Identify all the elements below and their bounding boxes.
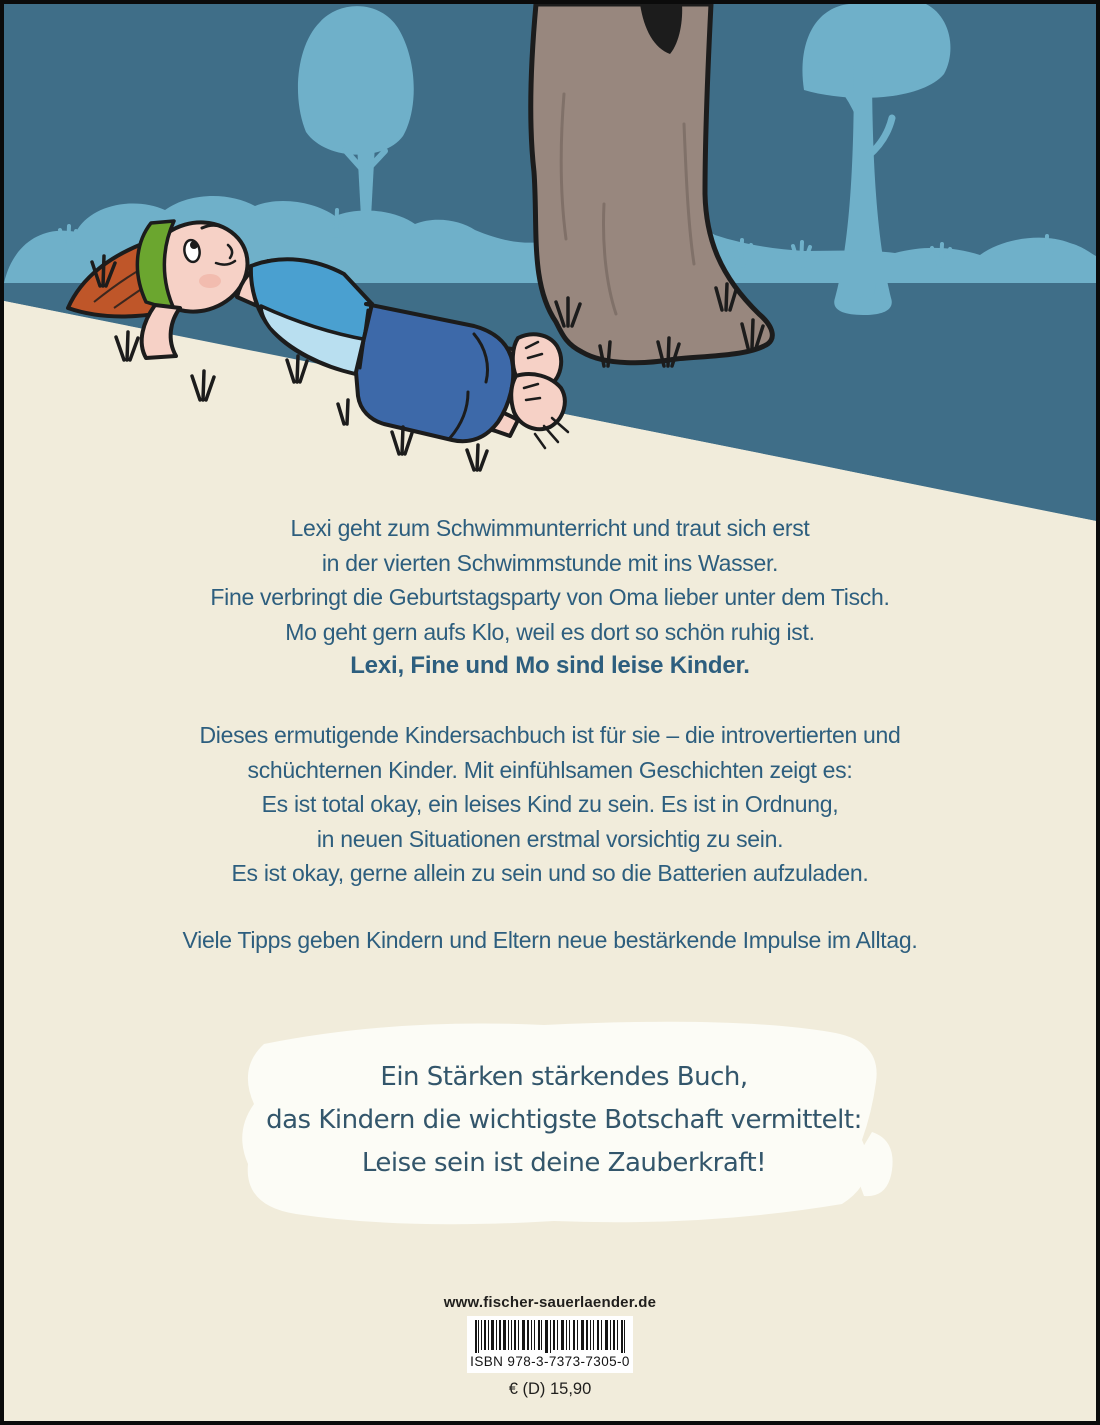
blurb-paragraph-2 bbox=[4, 718, 1096, 891]
highlight-line: Leise sein ist deine Zauberkraft! bbox=[361, 1148, 767, 1178]
blurb-paragraph-1 bbox=[4, 511, 1096, 684]
blurb-line: in neuen Situationen erstmal vorsichtig zu sein. bbox=[316, 825, 784, 852]
blurb-line: schüchternen Kinder. Mit einfühlsamen Geschichten zeigt es: bbox=[247, 756, 853, 783]
highlight-line: Ein Stärken stärkendes Buch, bbox=[380, 1062, 748, 1092]
blurb-bold-line: Lexi, Fine und Mo sind leise Kinder. bbox=[350, 652, 750, 679]
highlight-line: das Kindern die wichtigste Botschaft vermittelt: bbox=[266, 1105, 862, 1135]
illustration bbox=[4, 4, 1096, 564]
isbn-label: ISBN 978-3-7373-7305-0 bbox=[470, 1354, 630, 1369]
blurb-line: Viele Tipps geben Kindern und Eltern neue bestärkende Impulse im Alltag. bbox=[182, 927, 918, 953]
blurb-line: in der vierten Schwimmstunde mit ins Wasser. bbox=[321, 549, 779, 576]
barcode bbox=[467, 1316, 633, 1373]
website-url: www.fischer-sauerlaender.de bbox=[443, 1294, 657, 1311]
highlight-text bbox=[224, 1056, 904, 1185]
blurb-line: Lexi geht zum Schwimmunterricht und traut sich erst bbox=[290, 515, 810, 541]
blurb-line: Es ist total okay, ein leises Kind zu sein. Es ist in Ordnung, bbox=[261, 791, 839, 817]
blurb-line: Fine verbringt die Geburtstagsparty von Oma lieber unter dem Tisch. bbox=[210, 584, 890, 610]
price-label: € (D) 15,90 bbox=[508, 1380, 592, 1398]
blurb-paragraph-3 bbox=[4, 923, 1096, 958]
blurb-line: Es ist okay, gerne allein zu sein und so die Batterien aufzuladen. bbox=[231, 860, 869, 886]
barcode-bars bbox=[475, 1320, 625, 1353]
blurb-line: Mo geht gern aufs Klo, weil es dort so schön ruhig ist. bbox=[285, 618, 815, 645]
highlight-quote bbox=[224, 1012, 904, 1252]
blurb-line: Dieses ermutigende Kindersachbuch ist für sie – die introvertierten und bbox=[199, 722, 901, 748]
